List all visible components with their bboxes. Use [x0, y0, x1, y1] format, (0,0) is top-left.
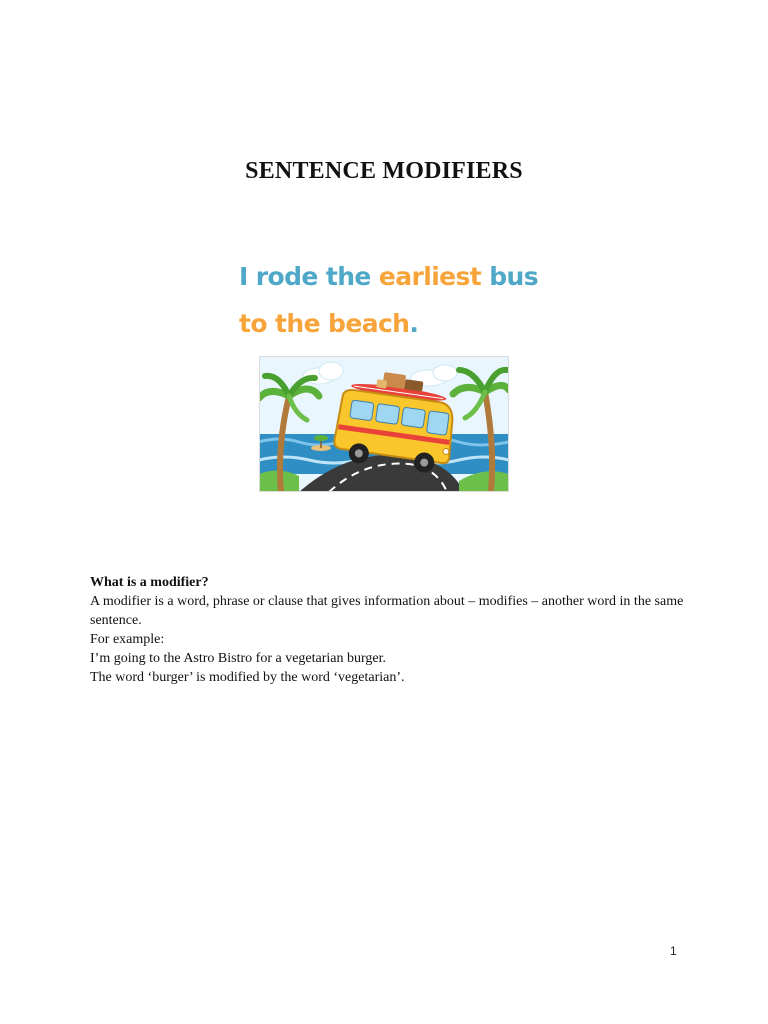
page-number: 1	[670, 944, 677, 958]
explanation-paragraph: The word ‘burger’ is modified by the word ‘vegetarian’.	[90, 670, 405, 685]
caption-text-orange: earliest	[378, 262, 482, 291]
example-sentence: I’m going to the Astro Bistro for a vegetarian burger.	[90, 651, 387, 666]
illustration	[236, 256, 539, 496]
body-text	[90, 573, 690, 687]
beach-bus-scene	[259, 356, 509, 492]
caption-text-blue: .	[409, 309, 419, 338]
definition-paragraph: A modifier is a word, phrase or clause that gives information about – modifies – another word in the same sentence.	[90, 594, 684, 628]
section-heading: What is a modifier?	[90, 575, 209, 590]
caption-text-blue: I rode the	[239, 262, 379, 291]
caption-text-orange: to the beach	[239, 309, 410, 338]
illustration-caption-line-1	[239, 264, 538, 289]
example-label: For example:	[90, 632, 165, 647]
page-title: SENTENCE MODIFIERS	[245, 158, 523, 184]
caption-text-blue: bus	[481, 262, 539, 291]
illustration-caption-line-2	[239, 311, 418, 336]
